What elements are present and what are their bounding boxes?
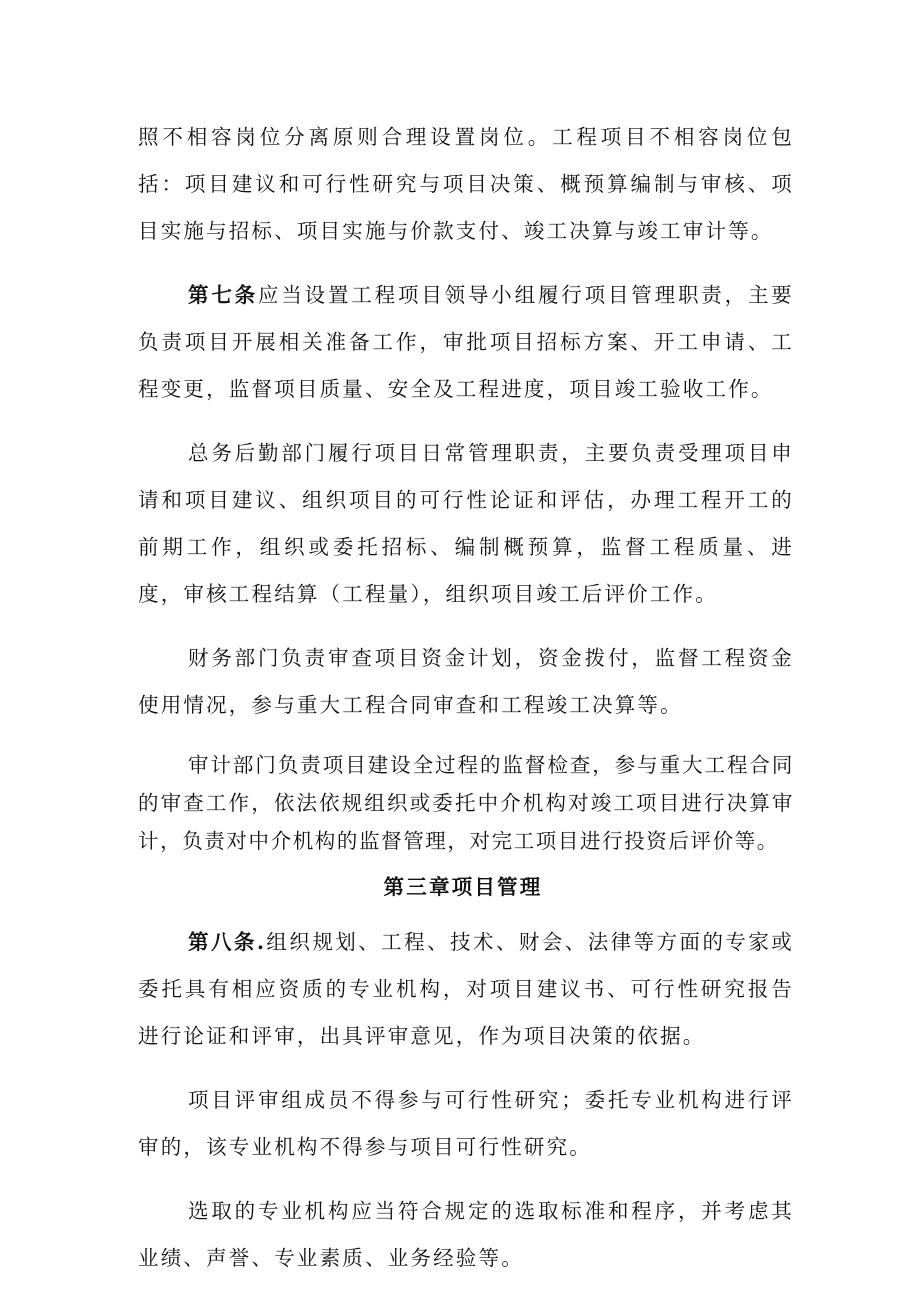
paragraph-incompatible-posts: 照不相容岗位分离原则合理设置岗位。工程项目不相容岗位包括：项目建议和可行性研究与项目决策、概预算编制与审核、项目实施与招标、项目实施与价款支付、竣工决算与竣工审计等。 [138, 125, 794, 243]
paragraph-agency-selection: 选取的专业机构应当符合规定的选取标准和程序，并考虑其业绩、声誉、专业素质、业务经验等。 [138, 1199, 794, 1270]
paragraph-article-8 [138, 919, 794, 1060]
article-7-text: 应当设置工程项目领导小组履行项目管理职责，主要负责项目开展相关准备工作，审批项目招标方案、开工申请、工程变更，监督项目质量、安全及工程进度，项目竣工验收工作。 [138, 283, 794, 401]
article-7-heading: 第七条 [188, 283, 258, 307]
paragraph-audit-dept: 审计部门负责项目建设全过程的监督检查，参与重大工程合同的审查工作，依法依规组织或委托中介机构对竣工项目进行决算审计，负责对中介机构的监督管理，对完工项目进行投资后评价等。 [138, 753, 794, 853]
paragraph-review-team: 项目评审组成员不得参与可行性研究；委托专业机构进行评审的，该专业机构不得参与项目可行性研究。 [138, 1088, 794, 1159]
article-8-text: 组织规划、工程、技术、财会、法律等方面的专家或委托具有相应资质的专业机构，对项目建议书、可行性研究报告进行论证和评审，出具评审意见，作为项目决策的依据。 [138, 930, 794, 1048]
article-8-heading: 第八条. [188, 930, 267, 954]
paragraph-finance-dept: 财务部门负责审查项目资金计划，资金拨付，监督工程资金使用情况，参与重大工程合同审查和工程竣工决算等。 [138, 646, 794, 717]
paragraph-article-7 [138, 272, 794, 413]
paragraph-logistics-dept: 总务后勤部门履行项目日常管理职责，主要负责受理项目申请和项目建议、组织项目的可行性论证和评估，办理工程开工的前期工作，组织或委托招标、编制概预算，监督工程质量、进度，审核工程结算（工程量），组织项目竣工后评价工作。 [138, 441, 794, 606]
chapter-heading: 第三章项目管理 [383, 875, 543, 899]
